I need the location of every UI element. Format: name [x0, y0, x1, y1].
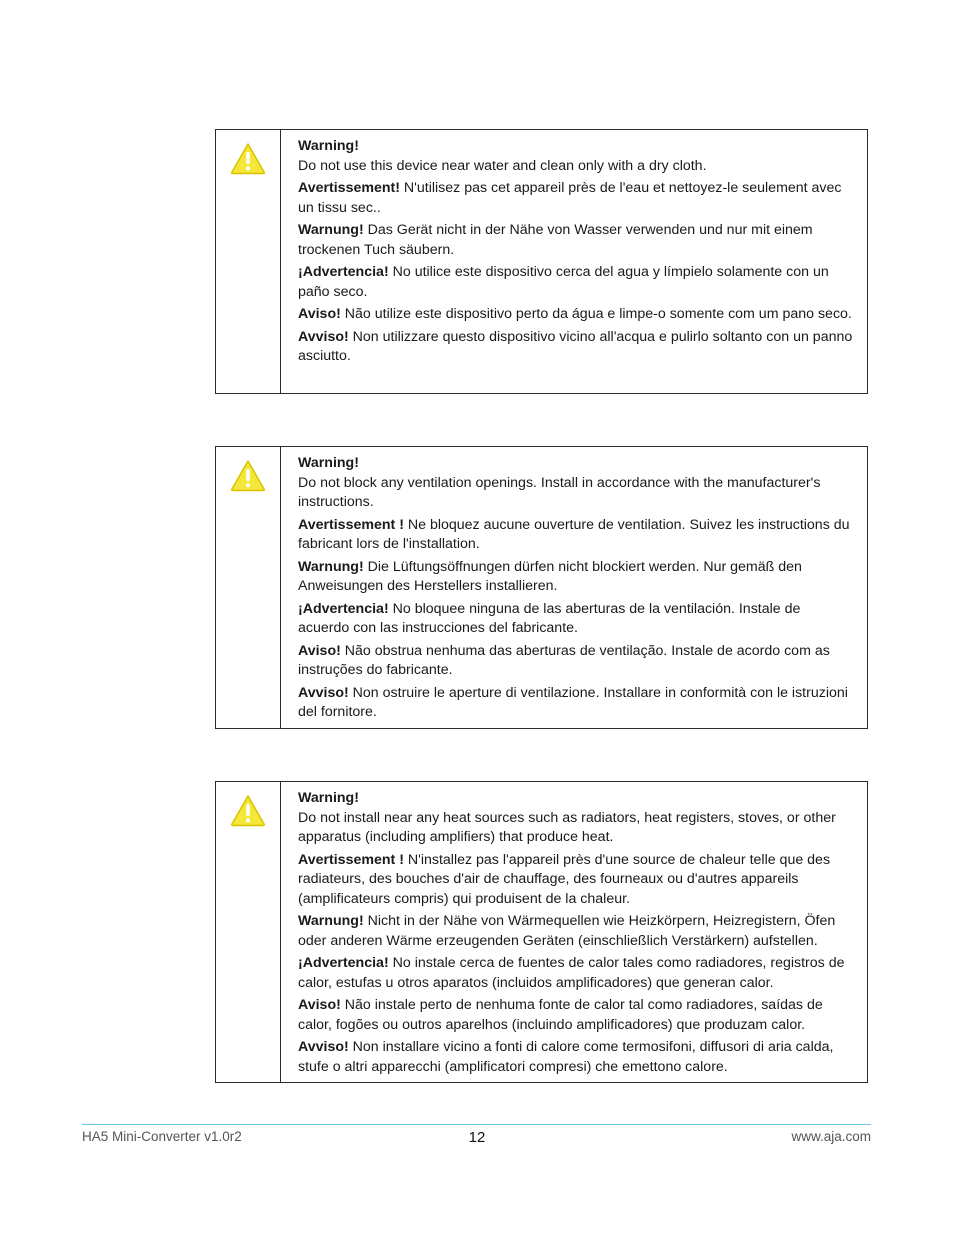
warning-box-ventilation — [215, 446, 868, 729]
translation-text: Das Gerät nicht in der Nähe von Wasser verwenden und nur mit einem trockenen Tuch säubern. — [298, 222, 813, 258]
warning-german — [298, 912, 853, 951]
icon-cell — [216, 447, 281, 728]
translation-text: Nicht in der Nähe von Wärmequellen wie Heizkörpern, Heizregistern, Öfen oder anderen Wärme erzeugenden Geräten (einschließlich Verstärkern) aufstellen. — [298, 913, 836, 949]
translation-text: Non utilizzare questo dispositivo vicino all'acqua e pulirlo soltanto con un panno asciutto. — [298, 328, 853, 364]
translation-label: Avertissement ! — [298, 516, 404, 533]
warning-body: Do not block any ventilation openings. Install in accordance with the manufacturer's instructions. — [298, 474, 821, 510]
warning-portuguese — [298, 305, 853, 325]
warning-italian — [298, 1038, 853, 1077]
warning-spanish — [298, 954, 853, 993]
translation-label: Warnung! — [298, 558, 364, 575]
warning-heading: Warning! — [298, 138, 359, 154]
translation-label: ¡Advertencia! — [298, 955, 389, 971]
warning-english — [298, 789, 853, 848]
warning-box-heat — [215, 781, 868, 1083]
translation-text: Não utilize este dispositivo perto da água e limpe-o somente com um pano seco. — [340, 306, 852, 322]
warning-german — [298, 221, 853, 260]
footer-rule — [82, 1124, 871, 1125]
icon-cell — [216, 782, 281, 1082]
translation-text: Não obstrua nenhuma das aberturas de ventilação. Instale de acordo com as instruções do fabricante. — [298, 642, 830, 678]
icon-cell — [216, 130, 281, 393]
translation-label: ¡Advertencia! — [298, 600, 389, 617]
translation-text: Non installare vicino a fonti di calore come termosifoni, diffusori di aria calda, stufe o altri apparecchi (amplificatori compresi) che emettono calore. — [298, 1039, 834, 1075]
warning-heading: Warning! — [298, 790, 359, 806]
translation-text: No instale cerca de fuentes de calor tales como radiadores, registros de calor, estufas u otros aparatos (incluidos amplificadores) que generan calor. — [298, 955, 845, 991]
warning-portuguese — [298, 996, 853, 1035]
footer-website-link[interactable]: www.aja.com — [791, 1129, 871, 1144]
footer-document-title: HA5 Mini-Converter v1.0r2 — [82, 1129, 242, 1144]
warning-triangle-icon — [230, 794, 266, 827]
warning-spanish — [298, 263, 853, 302]
translation-label: Avviso! — [298, 328, 349, 345]
warning-german — [298, 558, 853, 597]
warning-body: Do not use this device near water and clean only with a dry cloth. — [298, 157, 707, 174]
warning-text — [281, 447, 867, 728]
translation-text: N'installez pas l'appareil près d'une source de chaleur telle que des radiateurs, des bouches d'air de chauffage, des fourneaux ou d'autres appareils (amplificateurs compris) qui produisent de la chaleur. — [298, 851, 831, 907]
translation-label: Aviso! — [298, 997, 341, 1013]
warning-french — [298, 851, 853, 910]
warning-body: Do not install near any heat sources such as radiators, heat registers, stoves, or other apparatus (including amplifiers) that produce heat. — [298, 809, 836, 845]
warning-english — [298, 454, 853, 513]
translation-label: Avertissement! — [298, 180, 400, 196]
warning-text — [281, 130, 867, 393]
translation-label: Aviso! — [298, 642, 341, 659]
translation-text: Ne bloquez aucune ouverture de ventilation. Suivez les instructions du fabricant lors de l'installation. — [298, 516, 850, 552]
warning-box-water — [215, 129, 868, 394]
translation-text: Die Lüftungsöffnungen dürfen nicht blockiert werden. Nur gemäß den Anweisungen des Herstellers installieren. — [298, 558, 802, 594]
warning-portuguese — [298, 642, 853, 681]
warning-italian — [298, 684, 853, 723]
footer-page-number: 12 — [468, 1129, 486, 1146]
translation-text: No bloquee ninguna de las aberturas de la ventilación. Instale de acuerdo con las instrucciones del fabricante. — [298, 600, 801, 636]
warning-triangle-icon — [230, 142, 266, 175]
translation-label: Warnung! — [298, 913, 364, 929]
warning-italian — [298, 328, 853, 367]
translation-text: N'utilisez pas cet appareil près de l'eau et nettoyez-le seulement avec un tissu sec.. — [298, 180, 842, 216]
translation-label: Avviso! — [298, 684, 349, 701]
warning-english — [298, 137, 853, 176]
warning-french — [298, 516, 853, 555]
warning-triangle-icon — [230, 459, 266, 492]
translation-label: Aviso! — [298, 306, 341, 322]
translation-text: Non ostruire le aperture di ventilazione. Installare in conformità con le istruzioni del fornitore. — [298, 684, 848, 720]
warning-heading: Warning! — [298, 455, 359, 471]
translation-text: Não instale perto de nenhuma fonte de calor tal como radiadores, saídas de calor, fogões ou outros aparelhos (incluindo amplificadores) que produzam calor. — [298, 997, 823, 1033]
translation-label: ¡Advertencia! — [298, 264, 389, 280]
translation-text: No utilice este dispositivo cerca del agua y límpielo solamente con un paño seco. — [298, 264, 829, 300]
warning-french — [298, 179, 853, 218]
translation-label: Avertissement ! — [298, 851, 404, 868]
warning-spanish — [298, 600, 853, 639]
translation-label: Warnung! — [298, 222, 364, 238]
warning-text — [281, 782, 867, 1082]
translation-label: Avviso! — [298, 1039, 349, 1055]
